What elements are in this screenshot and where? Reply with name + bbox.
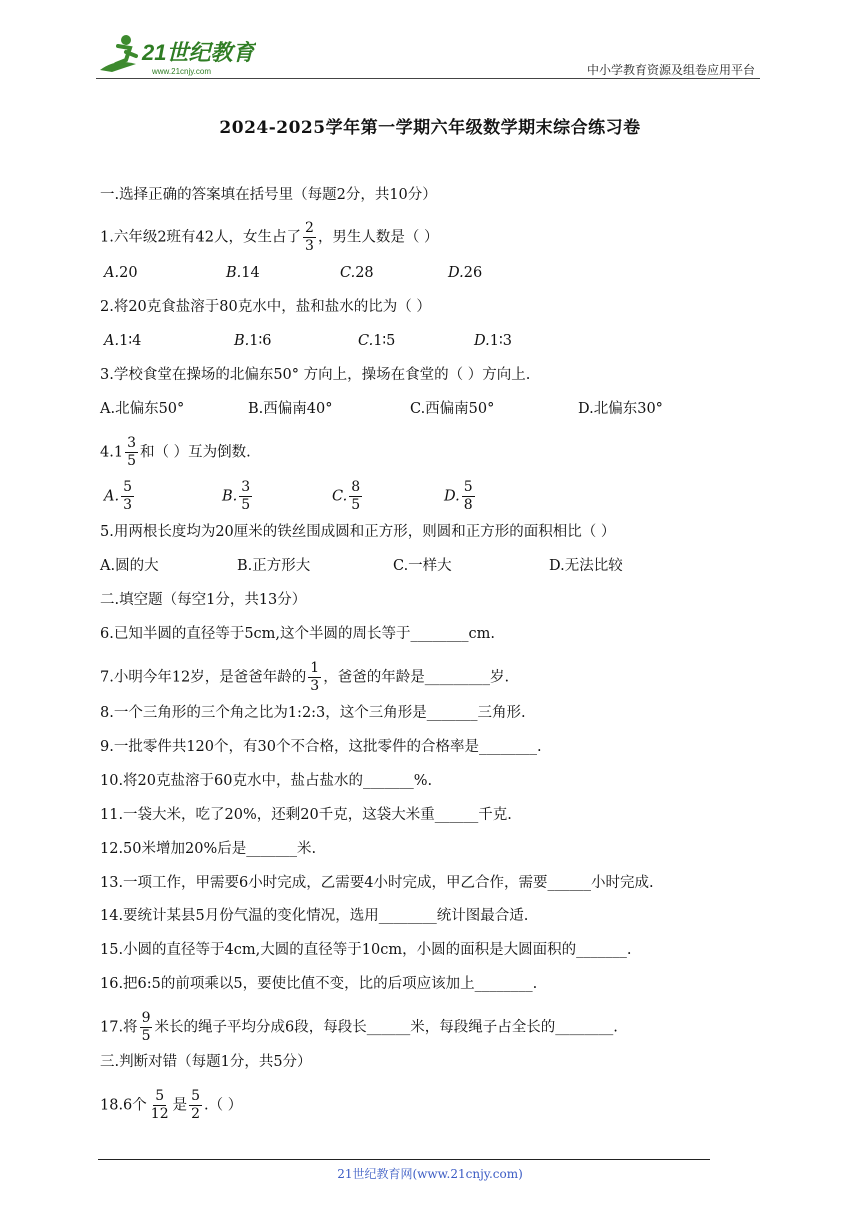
question-5: 5.用两根长度均为20厘米的铁丝围成圆和正方形，则圆和正方形的面积相比（ ） bbox=[100, 524, 616, 540]
q4-option-d: D. $\frac{5}{8}$ bbox=[444, 479, 473, 513]
section-2-heading: 二.填空题（每空1分，共13分） bbox=[100, 592, 307, 608]
q5-option-a: A.圆的大 bbox=[100, 558, 159, 574]
section-1-heading: 一.选择正确的答案填在括号里（每题2分，共10分） bbox=[100, 187, 437, 203]
section-3-heading: 三.判断对错（每题1分，共5分） bbox=[100, 1054, 312, 1070]
q2-option-a: A.1∶4 bbox=[104, 333, 142, 349]
fraction: $\frac{9}{5}$ bbox=[141, 1010, 151, 1044]
q2-option-c: C.1∶5 bbox=[358, 333, 396, 349]
question-3: 3.学校食堂在操场的北偏东50° 方向上，操场在食堂的（ ）方向上. bbox=[100, 367, 531, 383]
q1-option-c: C.28 bbox=[340, 265, 374, 281]
q4-option-c: C. $\frac{8}{5}$ bbox=[332, 479, 361, 513]
logo-text: 21世纪教育 bbox=[142, 40, 255, 65]
q1-option-a: A.20 bbox=[104, 265, 138, 281]
question-12: 12.50米增加20%后是_______米. bbox=[100, 841, 317, 857]
question-7: 7.小明今年12岁，是爸爸年龄的 $\frac{1}{3}$ ，爸爸的年龄是_________岁. bbox=[100, 660, 510, 694]
site-logo bbox=[96, 30, 256, 78]
question-15: 15.小圆的直径等于4cm,大圆的直径等于10cm，小圆的面积是大圆面积的_______. bbox=[100, 942, 632, 958]
fraction: $\frac{1}{3}$ bbox=[310, 660, 320, 694]
fraction: $\frac{5}{2}$ bbox=[191, 1088, 201, 1122]
question-16: 16.把6:5的前项乘以5，要使比值不变，比的后项应该加上________. bbox=[100, 976, 538, 992]
q3-option-a: A.北偏东50° bbox=[100, 401, 185, 417]
question-18: 18.6个 $\frac{5}{12}$ 是 $\frac{5}{2}$ .（ ） bbox=[100, 1088, 243, 1122]
question-4: 4.1 $\frac{3}{5}$ 和（ ）互为倒数. bbox=[100, 435, 251, 469]
page-title: 2024-2025学年第一学期六年级数学期末综合练习卷 bbox=[219, 118, 641, 138]
question-2: 2.将20克食盐溶于80克水中，盐和盐水的比为（ ） bbox=[100, 299, 431, 315]
fraction: $\frac{2}{3}$ bbox=[305, 220, 314, 254]
q4-option-a: A. $\frac{5}{3}$ bbox=[104, 479, 133, 513]
q5-option-d: D.无法比较 bbox=[549, 558, 623, 574]
q3-option-c: C.西偏南50° bbox=[410, 401, 495, 417]
footer-text: 21世纪教育网(www.21cnjy.com) bbox=[337, 1167, 523, 1181]
q2-option-b: B.1∶6 bbox=[234, 333, 272, 349]
q2-option-d: D.1∶3 bbox=[474, 333, 512, 349]
question-11: 11.一袋大米，吃了20%，还剩20千克，这袋大米重______千克. bbox=[100, 807, 512, 823]
question-6: 6.已知半圆的直径等于5cm,这个半圆的周长等于________cm. bbox=[100, 626, 496, 642]
question-14: 14.要统计某县5月份气温的变化情况，选用________统计图最合适. bbox=[100, 908, 529, 924]
question-10: 10.将20克盐溶于60克水中，盐占盐水的_______%. bbox=[100, 773, 433, 789]
q5-option-c: C.一样大 bbox=[393, 558, 452, 574]
question-1: 1.六年级2班有42人，女生占了 $\frac{2}{3}$ ，男生人数是（ ） bbox=[100, 220, 439, 254]
q5-option-b: B.正方形大 bbox=[237, 558, 311, 574]
q4-option-b: B. $\frac{3}{5}$ bbox=[222, 479, 251, 513]
footer-divider bbox=[98, 1159, 710, 1160]
fraction: $\frac{3}{5}$ bbox=[127, 435, 136, 469]
header-platform-text: 中小学教育资源及组卷应用平台 bbox=[586, 63, 755, 77]
header-divider bbox=[96, 78, 760, 79]
q3-option-b: B.西偏南40° bbox=[248, 401, 333, 417]
q1-option-d: D.26 bbox=[448, 265, 483, 281]
logo-url: www.21cnjy.com bbox=[152, 67, 211, 76]
question-9: 9.一批零件共120个，有30个不合格，这批零件的合格率是________. bbox=[100, 739, 542, 755]
question-8: 8.一个三角形的三个角之比为1:2:3，这个三角形是_______三角形. bbox=[100, 705, 526, 721]
q3-option-d: D.北偏东30° bbox=[578, 401, 663, 417]
question-13: 13.一项工作，甲需要6小时完成，乙需要4小时完成，甲乙合作，需要______小时完成. bbox=[100, 875, 654, 891]
q1-option-b: B.14 bbox=[226, 265, 260, 281]
fraction: $\frac{5}{12}$ bbox=[150, 1088, 169, 1122]
question-17: 17.将 $\frac{9}{5}$ 米长的绳子平均分成6段，每段长______米，每段绳子占全长的________. bbox=[100, 1010, 618, 1044]
